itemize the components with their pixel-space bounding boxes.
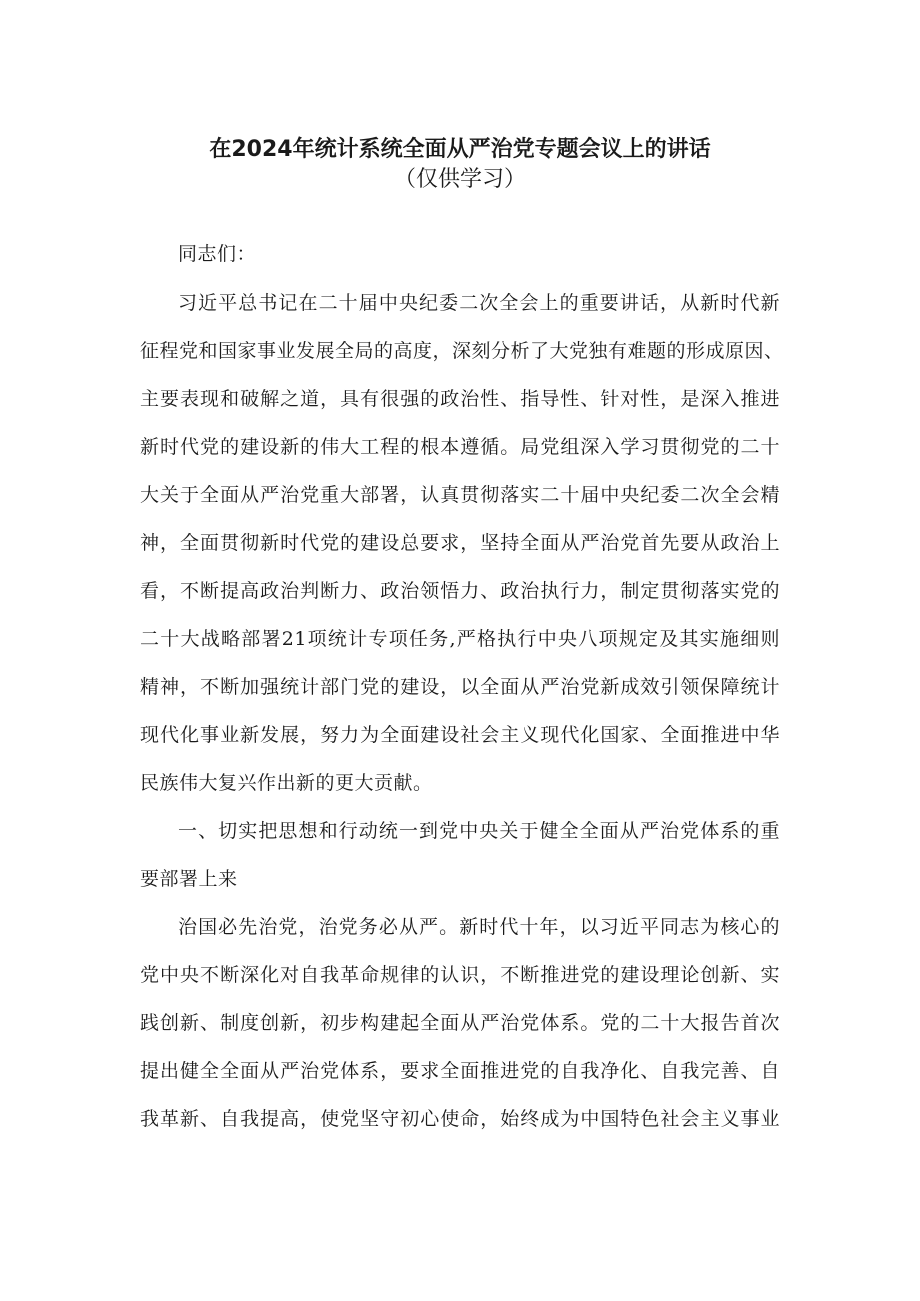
paragraph-line: 主要表现和破解之道，具有很强的政治性、指导性、针对性，是深入推进 [140,388,780,410]
section-heading-line: 一、切实把思想和行动统一到党中央关于健全全面从严治党体系的重 [178,820,780,842]
salutation: 同志们： [178,243,257,265]
document-title: 在2024年统计系统全面从严治党专题会议上的讲话 [209,137,711,162]
paragraph-line: 征程党和国家事业发展全局的高度，深刻分析了大党独有难题的形成原因、 [140,340,784,362]
paragraph-line: 精神，不断加强统计部门党的建设，以全面从严治党新成效引领保障统计 [140,676,780,698]
paragraph-line: 习近平总书记在二十届中央纪委二次全会上的重要讲话，从新时代新 [178,292,780,314]
paragraph-line: 二十大战略部署21项统计专项任务,严格执行中央八项规定及其实施细则 [140,628,780,650]
paragraph-line: 看，不断提高政治判断力、政治领悟力、政治执行力，制定贯彻落实党的 [140,580,780,602]
paragraph-line: 大关于全面从严治党重大部署，认真贯彻落实二十届中央纪委二次全会精 [140,484,780,506]
paragraph-line: 践创新、制度创新，初步构建起全面从严治党体系。党的二十大报告首次 [140,1012,780,1034]
paragraph-line: 民族伟大复兴作出新的更大贡献。 [140,772,433,794]
paragraph-line: 神，全面贯彻新时代党的建设总要求，坚持全面从严治党首先要从政治上 [140,532,780,554]
section-heading-line: 要部署上来 [140,868,238,890]
paragraph-line: 党中央不断深化对自我革命规律的认识，不断推进党的建设理论创新、实 [140,964,780,986]
paragraph-line: 治国必先治党，治党务必从严。新时代十年，以习近平同志为核心的 [178,916,780,938]
paragraph-line: 现代化事业新发展，努力为全面建设社会主义现代化国家、全面推进中华 [140,724,780,746]
document-subtitle: （仅供学习） [393,167,526,192]
paragraph-line: 我革新、自我提高，使党坚守初心使命，始终成为中国特色社会主义事业 [140,1108,780,1130]
paragraph-line: 提出健全全面从严治党体系，要求全面推进党的自我净化、自我完善、自 [140,1060,780,1082]
paragraph-line: 新时代党的建设新的伟大工程的根本遵循。局党组深入学习贯彻党的二十 [140,436,780,458]
